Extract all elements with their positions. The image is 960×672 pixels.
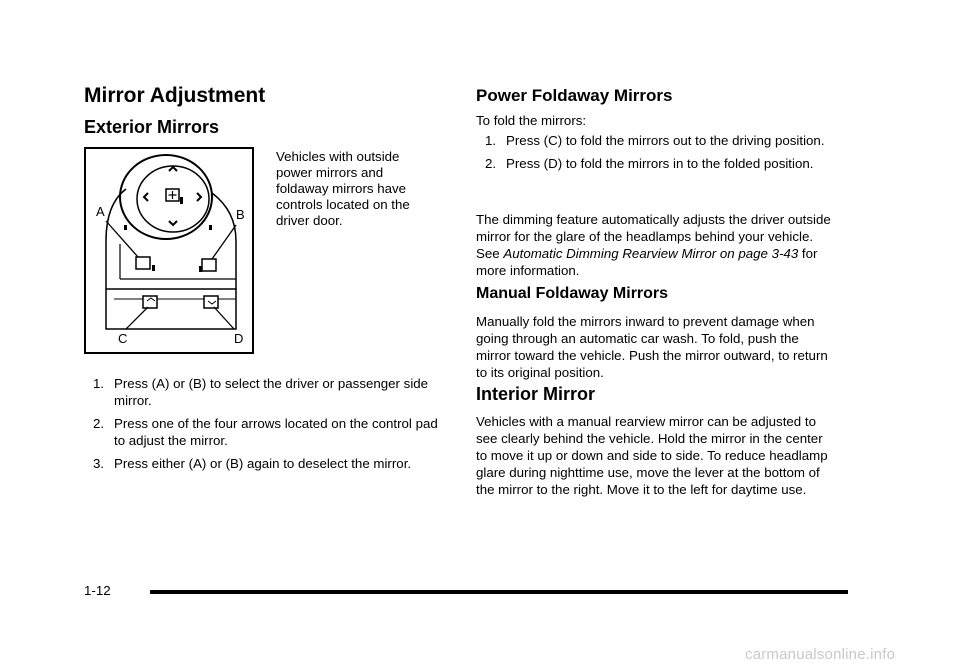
button-b — [202, 259, 216, 271]
adjust-steps-list — [84, 375, 444, 478]
list-item — [476, 132, 826, 149]
dimming-paragraph — [476, 211, 836, 279]
section-title-power-foldaway: Power Foldaway Mirrors — [476, 86, 673, 105]
button-d — [204, 296, 218, 308]
button-c — [143, 296, 157, 308]
step-text: Press (A) or (B) to select the driver or passenger side mirror. — [114, 376, 429, 408]
list-item — [476, 155, 826, 172]
step-number: 1. — [93, 376, 105, 391]
dimming-text: The dimming feature automatically adjusts the driver outside mirror for the glare of the headlamps behind your vehicle. See — [476, 212, 831, 261]
dimming-text-end: for more information. — [476, 246, 818, 278]
step-text: Press either (A) or (B) again to deselect the mirror. — [114, 456, 412, 471]
list-item — [84, 415, 444, 449]
label-d: D — [234, 331, 244, 346]
section-title-manual-foldaway: Manual Foldaway Mirrors — [476, 285, 669, 302]
button-a — [136, 257, 150, 269]
step-number: 2. — [93, 416, 105, 431]
list-item — [84, 455, 444, 472]
mirror-control-drawing — [86, 149, 252, 352]
footer-rule — [150, 590, 848, 594]
section-title-exterior-mirrors: Exterior Mirrors — [84, 117, 220, 137]
page-title: Mirror Adjustment — [84, 84, 266, 107]
section-title-interior-mirror: Interior Mirror — [476, 384, 596, 404]
mirror-control-illustration — [84, 147, 254, 354]
label-b: B — [236, 207, 245, 222]
step-number: 1. — [485, 133, 497, 148]
step-text: Press (D) to fold the mirrors in to the folded position. — [506, 156, 814, 171]
interior-mirror-paragraph: Vehicles with a manual rearview mirror can be adjusted to see clearly behind the vehicle. Hold the mirror in the center to move it up or down and side to side. To reduce headlamp glare during nighttime use, move the lever at the bottom of the mirror to the right. Move it to the left for daytime use. — [476, 414, 828, 497]
list-item — [84, 375, 444, 409]
watermark: carmanualsonline.info — [745, 646, 896, 663]
step-text: Press (C) to fold the mirrors out to the driving position. — [506, 133, 825, 148]
dimming-cross-reference-link[interactable]: Automatic Dimming Rearview Mirror on page 3-43 — [503, 246, 799, 261]
power-intro: To fold the mirrors: — [476, 113, 587, 128]
step-number: 2. — [485, 156, 497, 171]
manual-foldaway-paragraph: Manually fold the mirrors inward to prevent damage when going through an automatic car wash. To fold, push the mirror toward the vehicle. Push the mirror outward, to return to its original position. — [476, 314, 828, 380]
figure-caption: Vehicles with outside power mirrors and foldaway mirrors have controls located on the driver door. — [276, 149, 410, 228]
step-text: Press one of the four arrows located on the control pad to adjust the mirror. — [114, 416, 438, 448]
label-a: A — [96, 204, 105, 219]
page-number: 1-12 — [84, 583, 111, 598]
fold-steps-list — [476, 132, 826, 178]
step-number: 3. — [93, 456, 105, 471]
label-c: C — [118, 331, 128, 346]
